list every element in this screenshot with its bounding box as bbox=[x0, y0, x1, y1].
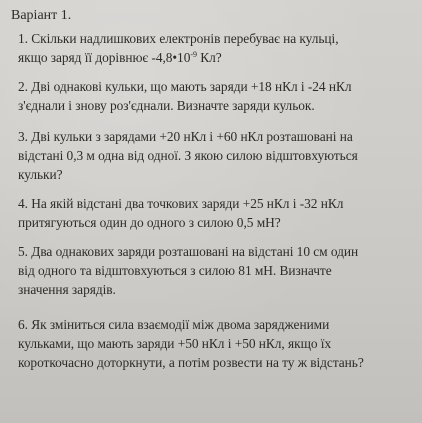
task-1-line-1: 1. Скільки надлишкових електронів перебуває на кульці, bbox=[18, 31, 339, 46]
task-5-line-2: від одного та відштовхуються з силою 81 мН. Визначте bbox=[18, 263, 332, 278]
task-6-line-3: короткочасно доторкнути, а потім розвести на ту ж відстань? bbox=[18, 355, 364, 370]
task-5-line-1: 5. Два однакових заряди розташовані на відстані 10 см один bbox=[18, 244, 359, 259]
task-3 bbox=[18, 127, 420, 184]
task-6-line-2: кульками, що мають заряди +50 нКл і +50 нКл, якщо їх bbox=[18, 336, 332, 351]
task-4-line-1: 4. На якій відстані два точкових заряди +25 нКл і -32 нКл bbox=[18, 196, 344, 211]
task-1-exponent: -9 bbox=[190, 50, 197, 59]
task-6-line-1: 6. Як зміниться сила взаємодії між двома зарядженими bbox=[18, 317, 330, 332]
task-1-unit: Кл? bbox=[196, 50, 222, 65]
task-5 bbox=[18, 242, 420, 299]
task-2-line-2: з'єднали і знову роз'єднали. Визначте заряди кульок. bbox=[18, 98, 315, 113]
task-6 bbox=[18, 315, 420, 372]
task-3-line-1: 3. Дві кульки з зарядами +20 нКл і +60 нКл розташовані на bbox=[18, 129, 353, 144]
task-3-line-2: відстані 0,3 м одна від одної. З якою силою відштовхуються bbox=[18, 148, 358, 163]
task-4 bbox=[18, 194, 420, 232]
task-1 bbox=[18, 29, 420, 67]
task-2 bbox=[18, 77, 420, 115]
task-1-line-2 bbox=[18, 48, 420, 67]
task-4-line-2: притягуються один до одного з силою 0,5 мН? bbox=[18, 215, 281, 230]
variant-title: Варіант 1. bbox=[11, 8, 72, 23]
task-3-line-3: кульки? bbox=[18, 167, 63, 182]
task-5-line-3: значення зарядів. bbox=[18, 282, 116, 297]
task-1-line-2-text: якщо заряд її дорівнює -4,8•10 bbox=[18, 50, 191, 65]
task-2-line-1: 2. Дві однакові кульки, що мають заряди +18 нКл і -24 нКл bbox=[18, 79, 352, 94]
